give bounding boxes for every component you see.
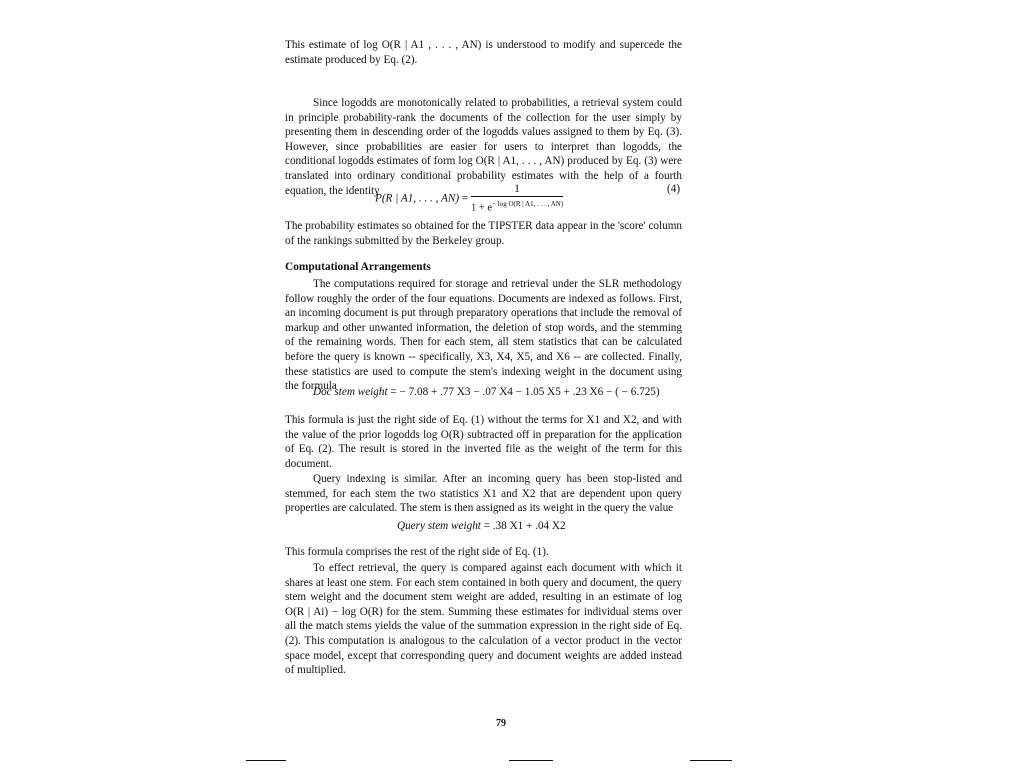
footer-rule-right <box>690 760 732 761</box>
footer-rule-left <box>246 760 286 761</box>
paragraph-computations: The computations required for storage and retrieval under the SLR methodology follow roughly the order of the four equations. Documents are indexed as follows. First, an incoming document is put through preparatory operations that include the removal of markup and other unwanted information, the deletion of stop words, and the stemming of the remaining words. Then for each stem, all stem statistics that can be calculated before the query is known -- specifically, X3, X4, X5, and X6 -- are collected. Finally, these statistics are used to compute the stem's indexing weight in the document using the formula <box>285 278 682 393</box>
doc-formula-rhs: = − 7.08 + .77 X3 − .07 X4 − 1.05 X5 + .23 X6 − ( − 6.725) <box>390 386 660 398</box>
paragraph-retrieval: To effect retrieval, the query is compared against each document with which it shares at least one stem. For each stem contained in both query and document, the query stem weight and the document stem weight are added, resulting in an estimate of log O(R | Ai) − log O(R) for the stem. Summing these estimates for individual stems over all the match stems yields the value of the summation expression in the right side of Eq. (2). This computation is analogous to the calculation of a vector product in the vector space model, except that corresponding query and document weights are added instead of multiplied. <box>285 562 682 677</box>
footer-rule-center <box>509 760 553 761</box>
doc-stem-weight-formula <box>313 385 660 399</box>
paragraph-query-indexing: Query indexing is similar. After an incoming query has been stop-listed and stemmed, for each stem the two statistics X1 and X2 that are dependent upon query properties are calculated. The stem is then assigned as its weight in the query the value <box>285 473 682 515</box>
paragraph-probability-rank: Since logodds are monotonically related to probabilities, a retrieval system could in principle probability-rank the documents of the collection for the user simply by presenting them in descending order of the logodds values assigned to them by Eq. (3). However, since probabilities are easier for users to interpret than logodds, the conditional logodds estimates of form log O(R | A1, . . . , AN) produced by Eq. (3) were translated into ordinary conditional probability estimates with the help of a fourth equation, the identity <box>285 97 682 197</box>
equation-4-denominator <box>471 197 563 216</box>
equation-4 <box>375 182 563 216</box>
equation-4-fraction <box>471 182 563 216</box>
equation-4-number: (4) <box>667 183 681 195</box>
equation-4-exponent: − log O(R | A1, . . . , AN) <box>492 200 564 208</box>
query-formula-rhs: = .38 X1 + .04 X2 <box>483 520 566 532</box>
paragraph-formula-rest: This formula comprises the rest of the right side of Eq. (1). <box>285 546 549 558</box>
equation-4-lhs: P(R | A1, . . . , AN) <box>375 192 460 205</box>
query-stem-weight-formula <box>397 519 566 533</box>
paragraph-formula-explanation: This formula is just the right side of Eq. (1) without the terms for X1 and X2, and with the value of the prior logodds log O(R) subtracted off in preparation for the application of Eq. (2). The result is stored in the inverted file as the weight of the term for this document. <box>285 414 682 470</box>
doc-formula-lhs: Doc stem weight <box>313 386 388 398</box>
paragraph-logodds-estimate: This estimate of log O(R | A1 , . . . , AN) is understood to modify and supercede the estimate produced by Eq. (2). <box>285 39 682 66</box>
section-heading: Computational Arrangements <box>285 261 431 273</box>
query-formula-lhs: Query stem weight <box>397 520 481 532</box>
equation-4-equals: = <box>461 192 469 205</box>
page-number: 79 <box>496 718 506 729</box>
equation-4-denominator-base: 1 + e <box>470 202 493 214</box>
paragraph-tipster-scores: The probability estimates so obtained for the TIPSTER data appear in the 'score' column of the rankings submitted by the Berkeley group. <box>285 220 682 247</box>
equation-4-numerator: 1 <box>471 182 563 197</box>
